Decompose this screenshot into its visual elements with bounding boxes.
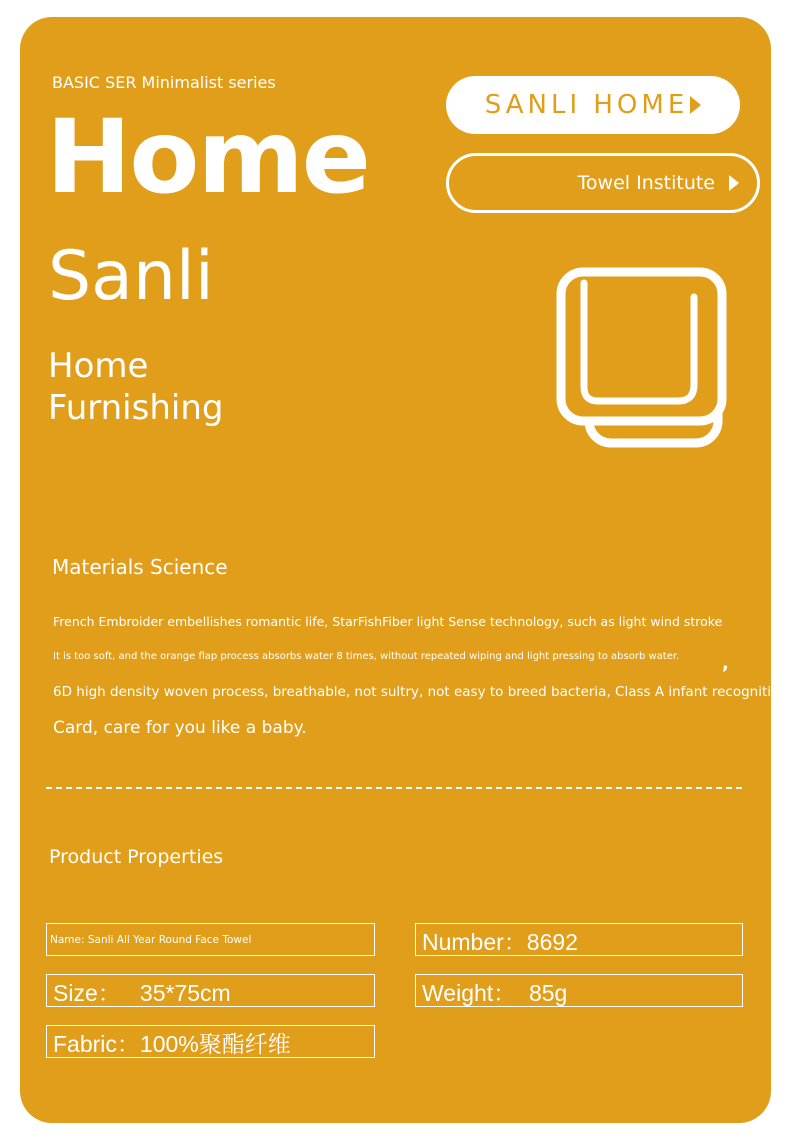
- materials-text-line-1: French Embroider embellishes romantic life, StarFishFiber light Sense technology, such as light wind stroke: [53, 614, 723, 629]
- property-fabric: Fabric：100%聚酯纤维: [46, 1025, 375, 1058]
- subtitle-line-furnishing: Furnishing: [48, 388, 224, 428]
- subtitle: [48, 345, 223, 429]
- materials-text-line-4: Card, care for you like a baby.: [53, 718, 307, 738]
- materials-text-line-3: 6D high density woven process, breathable, not sultry, not easy to breed bacteria, Class A infant recognition: [53, 684, 788, 700]
- play-arrow-icon: [690, 96, 701, 114]
- property-weight-text: Weight： 85g: [422, 980, 568, 1006]
- property-size-text: Size： 35*75cm: [53, 980, 231, 1006]
- institute-badge: [446, 153, 760, 213]
- property-size: [46, 974, 375, 1007]
- materials-heading: Materials Science: [52, 555, 228, 579]
- subtitle-line-home: Home: [48, 346, 149, 386]
- institute-badge-label: Towel Institute: [577, 172, 715, 194]
- series-label: BASIC SER Minimalist series: [52, 73, 276, 92]
- brand-badge: [446, 76, 740, 134]
- properties-heading: Product Properties: [49, 846, 224, 868]
- title-sanli: Sanli: [48, 237, 214, 316]
- materials-text-line-2: It is too soft, and the orange flap process absorbs water 8 times, without repeated wiping and light pressing to absorb water.: [53, 651, 680, 662]
- property-weight: [415, 974, 743, 1007]
- property-number: Number：8692: [415, 923, 743, 956]
- materials-text-mark: ,: [722, 653, 729, 674]
- brand-badge-label: SANLI HOME: [484, 90, 689, 120]
- property-name: Name: Sanli All Year Round Face Towel: [46, 923, 375, 956]
- product-card: [20, 17, 788, 1123]
- play-arrow-icon: [729, 175, 739, 191]
- title-home: Home: [46, 98, 369, 217]
- dashed-divider: [46, 787, 742, 789]
- folded-towel-icon: [550, 261, 732, 451]
